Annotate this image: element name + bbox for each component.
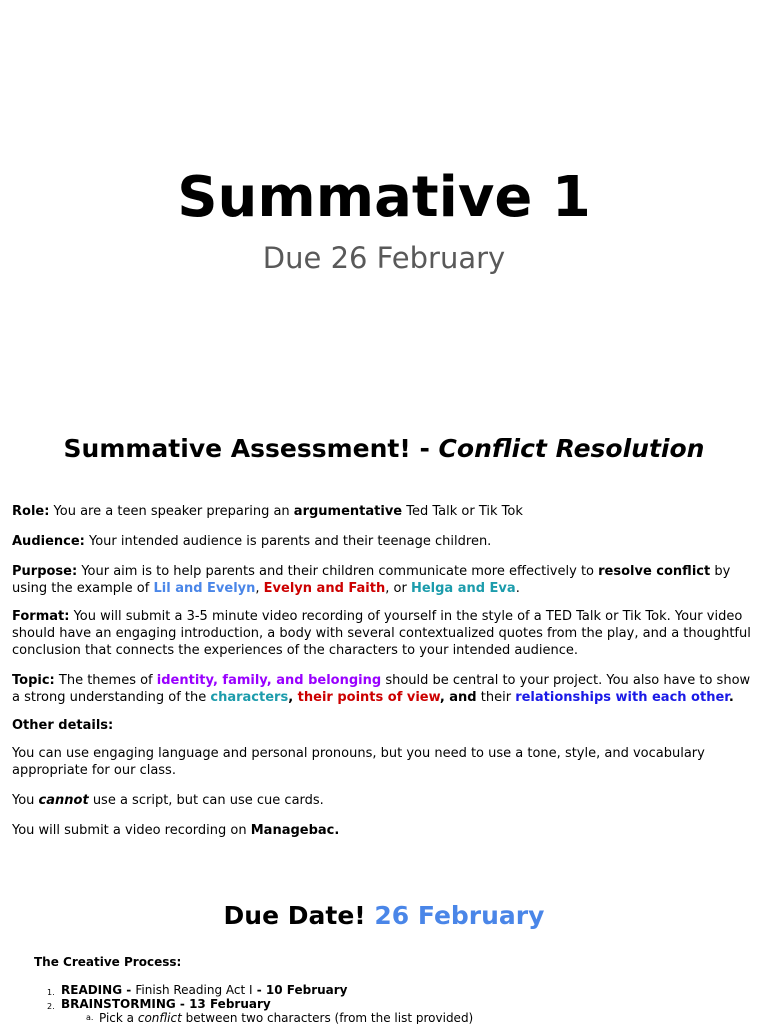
sub-step-text-end: between two characters (from the list provided) — [181, 1011, 474, 1024]
pair-helga-eva: Helga and Eva — [410, 581, 516, 596]
purpose-text: Your aim is to help parents and their children communicate more effectively to — [77, 564, 599, 579]
topic-text-2: should be central to your project. You also have to show a strong understanding of the — [12, 673, 751, 705]
due-date-value: 26 February — [374, 901, 545, 930]
step-label: BRAINSTORMING - 13 February — [61, 997, 271, 1011]
purpose-emphasis: resolve conflict — [598, 564, 711, 579]
step-number: 1. — [47, 988, 55, 997]
topic-characters: characters — [210, 690, 289, 705]
audience-label: Audience: — [12, 534, 85, 549]
sub-step-marker: a. — [86, 1013, 94, 1022]
pair-lil-evelyn: Lil and Evelyn — [153, 581, 256, 596]
sub-step-emphasis: conflict — [137, 1011, 182, 1024]
topic-end: . — [728, 690, 734, 705]
audience-paragraph — [12, 533, 760, 550]
other-details-label: Other details: — [12, 718, 114, 733]
script-emphasis: cannot — [38, 793, 89, 808]
purpose-sep-2: , or — [385, 581, 411, 596]
purpose-end: . — [515, 581, 520, 596]
page-title: Summative 1 — [177, 165, 591, 230]
due-date-label: Due Date! — [223, 901, 375, 930]
purpose-label: Purpose: — [12, 564, 78, 579]
role-emphasis: argumentative — [293, 504, 403, 519]
format-paragraph — [12, 608, 760, 659]
topic-sep-1: , — [288, 690, 298, 705]
assessment-details — [12, 503, 760, 852]
purpose-sep-1: , — [255, 581, 264, 596]
submit-platform: Managebac. — [250, 823, 340, 838]
process-step-reading — [47, 983, 754, 997]
role-paragraph — [12, 503, 760, 520]
creative-process — [34, 955, 754, 1024]
step-number: 2. — [47, 1002, 55, 1011]
other-details-script — [12, 792, 760, 809]
step-date: - 10 February — [252, 983, 348, 997]
format-text: You will submit a 3-5 minute video recording of yourself in the style of a TED Talk or Tik Tok. Your video should have an engaging introduction, a body with several contextualized quotes from the play, and a thoughtful conclusion that connects the experiences of the characters to your intended audience. — [12, 609, 751, 658]
format-label: Format: — [12, 609, 70, 624]
process-steps — [34, 983, 754, 1024]
audience-text: Your intended audience is parents and their teenage children. — [84, 534, 492, 549]
step-text: Finish Reading Act I — [135, 983, 253, 997]
other-details-language: You can use engaging language and personal pronouns, but you need to use a tone, style, and vocabulary appropriate for our class. — [12, 746, 705, 778]
process-sub-steps — [61, 1011, 754, 1024]
assessment-heading-prefix: Summative Assessment! - — [63, 434, 439, 463]
assessment-heading-topic: Conflict Resolution — [438, 434, 705, 463]
creative-process-title: The Creative Process: — [34, 955, 182, 969]
script-text-end: use a script, but can use cue cards. — [88, 793, 324, 808]
topic-text-3: their — [476, 690, 516, 705]
other-details-submit — [12, 822, 760, 839]
submit-text: You will submit a video recording on — [12, 823, 251, 838]
assessment-heading — [0, 432, 768, 466]
step-label: READING - — [61, 983, 136, 997]
script-text: You — [12, 793, 39, 808]
topic-label: Topic: — [12, 673, 55, 688]
sub-step-pick-conflict — [86, 1011, 754, 1024]
role-text-end: Ted Talk or Tik Tok — [402, 504, 523, 519]
other-details-heading — [12, 717, 760, 734]
topic-points-of-view: their points of view — [297, 690, 440, 705]
due-date-heading — [0, 899, 768, 933]
pair-evelyn-faith: Evelyn and Faith — [263, 581, 386, 596]
role-label: Role: — [12, 504, 50, 519]
purpose-text-2: by using the example of — [12, 564, 731, 596]
sub-step-text: Pick a — [99, 1011, 138, 1024]
page-subtitle: Due 26 February — [262, 241, 506, 275]
purpose-paragraph — [12, 563, 760, 597]
topic-relationships: relationships with each other — [515, 690, 729, 705]
topic-paragraph — [12, 672, 760, 706]
process-step-brainstorming — [47, 997, 754, 1024]
role-text: You are a teen speaker preparing an — [49, 504, 294, 519]
topic-themes: identity, family, and belonging — [156, 673, 382, 688]
topic-text: The themes of — [54, 673, 157, 688]
topic-and: , and — [439, 690, 477, 705]
